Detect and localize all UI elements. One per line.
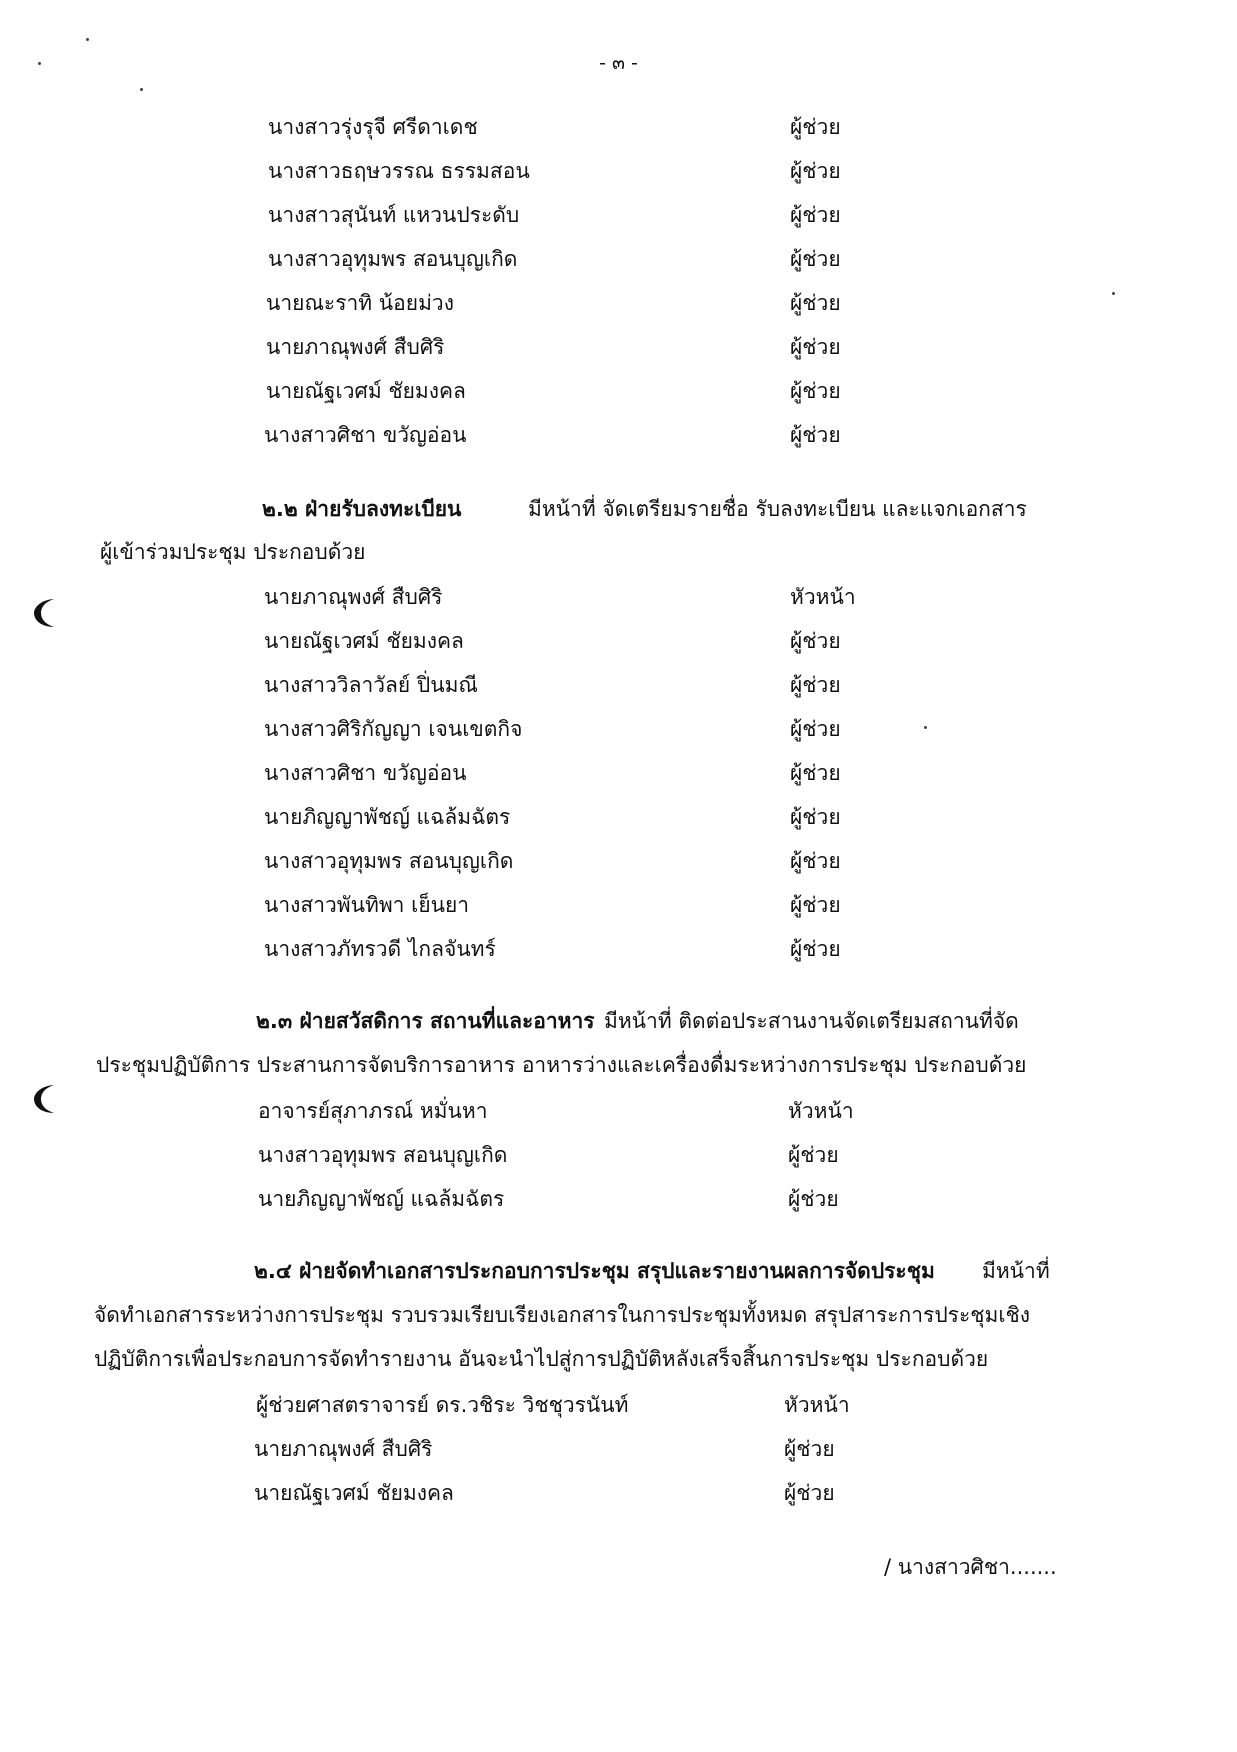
member-name: นายภาณุพงศ์ สืบศิริ: [254, 1437, 433, 1461]
member-name: นายภิญญาพัชญ์ แฉล้มฉัตร: [264, 805, 511, 829]
section-heading: ๒.๓ ฝ่ายสวัสดิการ สถานที่และอาหาร: [256, 1009, 595, 1033]
scan-speck: [924, 726, 927, 729]
member-role: ผู้ช่วย: [790, 203, 841, 227]
member-role: ผู้ช่วย: [784, 1481, 835, 1505]
member-role: ผู้ช่วย: [790, 247, 841, 271]
member-role: ผู้ช่วย: [790, 937, 841, 961]
section-description: ประชุมปฏิบัติการ ประสานการจัดบริการอาหาร อาหารว่างและเครื่องดื่มระหว่างการประชุม ประกอบด้วย: [96, 1053, 1027, 1077]
member-name: นายภิญญาพัชญ์ แฉล้มฉัตร: [258, 1187, 505, 1211]
member-name: นางสาวภัทรวดี ไกลจันทร์: [264, 937, 496, 961]
member-name: นายณัฐเวศม์ ชัยมงคล: [266, 379, 466, 403]
member-role: ผู้ช่วย: [788, 1187, 839, 1211]
member-name: นายภาณุพงศ์ สืบศิริ: [264, 585, 443, 609]
member-name: นายณะราทิ น้อยม่วง: [266, 291, 454, 315]
member-role: ผู้ช่วย: [788, 1143, 839, 1167]
section-heading: ๒.๒ ฝ่ายรับลงทะเบียน: [262, 497, 462, 521]
section-description: จัดทำเอกสารระหว่างการประชุม รวบรวมเรียบเรียงเอกสารในการประชุมทั้งหมด สรุปสาระการประชุมเชิง: [94, 1303, 1030, 1327]
member-name: นางสาววิลาวัลย์ ปิ่นมณี: [264, 673, 478, 697]
section-description: มีหน้าที่ ติดต่อประสานงานจัดเตรียมสถานที่จัด: [604, 1009, 1019, 1033]
scan-speck: [86, 38, 89, 41]
scan-speck: [1112, 292, 1115, 295]
member-name: ผู้ช่วยศาสตราจารย์ ดร.วชิระ วิชชุวรนันท์: [256, 1393, 629, 1417]
scan-speck: [140, 88, 143, 91]
member-name: อาจารย์สุภาภรณ์ หมั่นหา: [258, 1099, 488, 1123]
member-name: นายณัฐเวศม์ ชัยมงคล: [264, 629, 464, 653]
scan-speck: [38, 62, 41, 65]
section-description: ปฏิบัติการเพื่อประกอบการจัดทำรายงาน อันจะนำไปสู่การปฏิบัติหลังเสร็จสิ้นการประชุม ประกอบด้วย: [94, 1347, 989, 1371]
member-role: ผู้ช่วย: [790, 805, 841, 829]
member-role: ผู้ช่วย: [790, 673, 841, 697]
member-role: ผู้ช่วย: [790, 159, 841, 183]
member-role: หัวหน้า: [788, 1099, 854, 1123]
punch-hole-mark: [32, 596, 58, 630]
section-description: ผู้เข้าร่วมประชุม ประกอบด้วย: [100, 540, 366, 564]
member-name: นางสาวอุทุมพร สอนบุญเกิด: [258, 1143, 508, 1167]
member-role: ผู้ช่วย: [790, 761, 841, 785]
member-name: นายณัฐเวศม์ ชัยมงคล: [254, 1481, 454, 1505]
section-heading: ๒.๔ ฝ่ายจัดทำเอกสารประกอบการประชุม สรุปและรายงานผลการจัดประชุม: [254, 1259, 935, 1283]
member-name: นางสาวพันทิพา เย็นยา: [264, 893, 470, 917]
member-name: นางสาวอุทุมพร สอนบุญเกิด: [268, 247, 518, 271]
member-name: นางสาวศิริกัญญา เจนเขตกิจ: [264, 717, 523, 741]
section-description: มีหน้าที่ จัดเตรียมรายชื่อ รับลงทะเบียน และแจกเอกสาร: [528, 497, 1027, 521]
continuation-note: / นางสาวศิชา.......: [884, 1555, 1057, 1579]
member-name: นางสาวอุทุมพร สอนบุญเกิด: [264, 849, 514, 873]
member-role: ผู้ช่วย: [790, 893, 841, 917]
section-description: มีหน้าที่: [982, 1259, 1050, 1283]
member-role: ผู้ช่วย: [790, 423, 841, 447]
member-role: ผู้ช่วย: [790, 629, 841, 653]
member-role: ผู้ช่วย: [790, 379, 841, 403]
member-role: ผู้ช่วย: [790, 335, 841, 359]
member-role: ผู้ช่วย: [784, 1437, 835, 1461]
member-role: ผู้ช่วย: [790, 291, 841, 315]
member-role: หัวหน้า: [790, 585, 856, 609]
member-role: หัวหน้า: [784, 1393, 850, 1417]
page-number: - ๓ -: [599, 52, 638, 74]
punch-hole-mark: [32, 1082, 58, 1116]
member-role: ผู้ช่วย: [790, 115, 841, 139]
member-role: ผู้ช่วย: [790, 717, 841, 741]
member-name: นายภาณุพงศ์ สืบศิริ: [266, 335, 445, 359]
member-name: นางสาวรุ่งรุจี ศรีดาเดช: [268, 115, 478, 139]
member-name: นางสาวศิชา ขวัญอ่อน: [264, 423, 467, 447]
member-name: นางสาวธฤษวรรณ ธรรมสอน: [268, 159, 530, 183]
member-name: นางสาวสุนันท์ แหวนประดับ: [268, 203, 520, 227]
member-name: นางสาวศิชา ขวัญอ่อน: [264, 761, 467, 785]
member-role: ผู้ช่วย: [790, 849, 841, 873]
